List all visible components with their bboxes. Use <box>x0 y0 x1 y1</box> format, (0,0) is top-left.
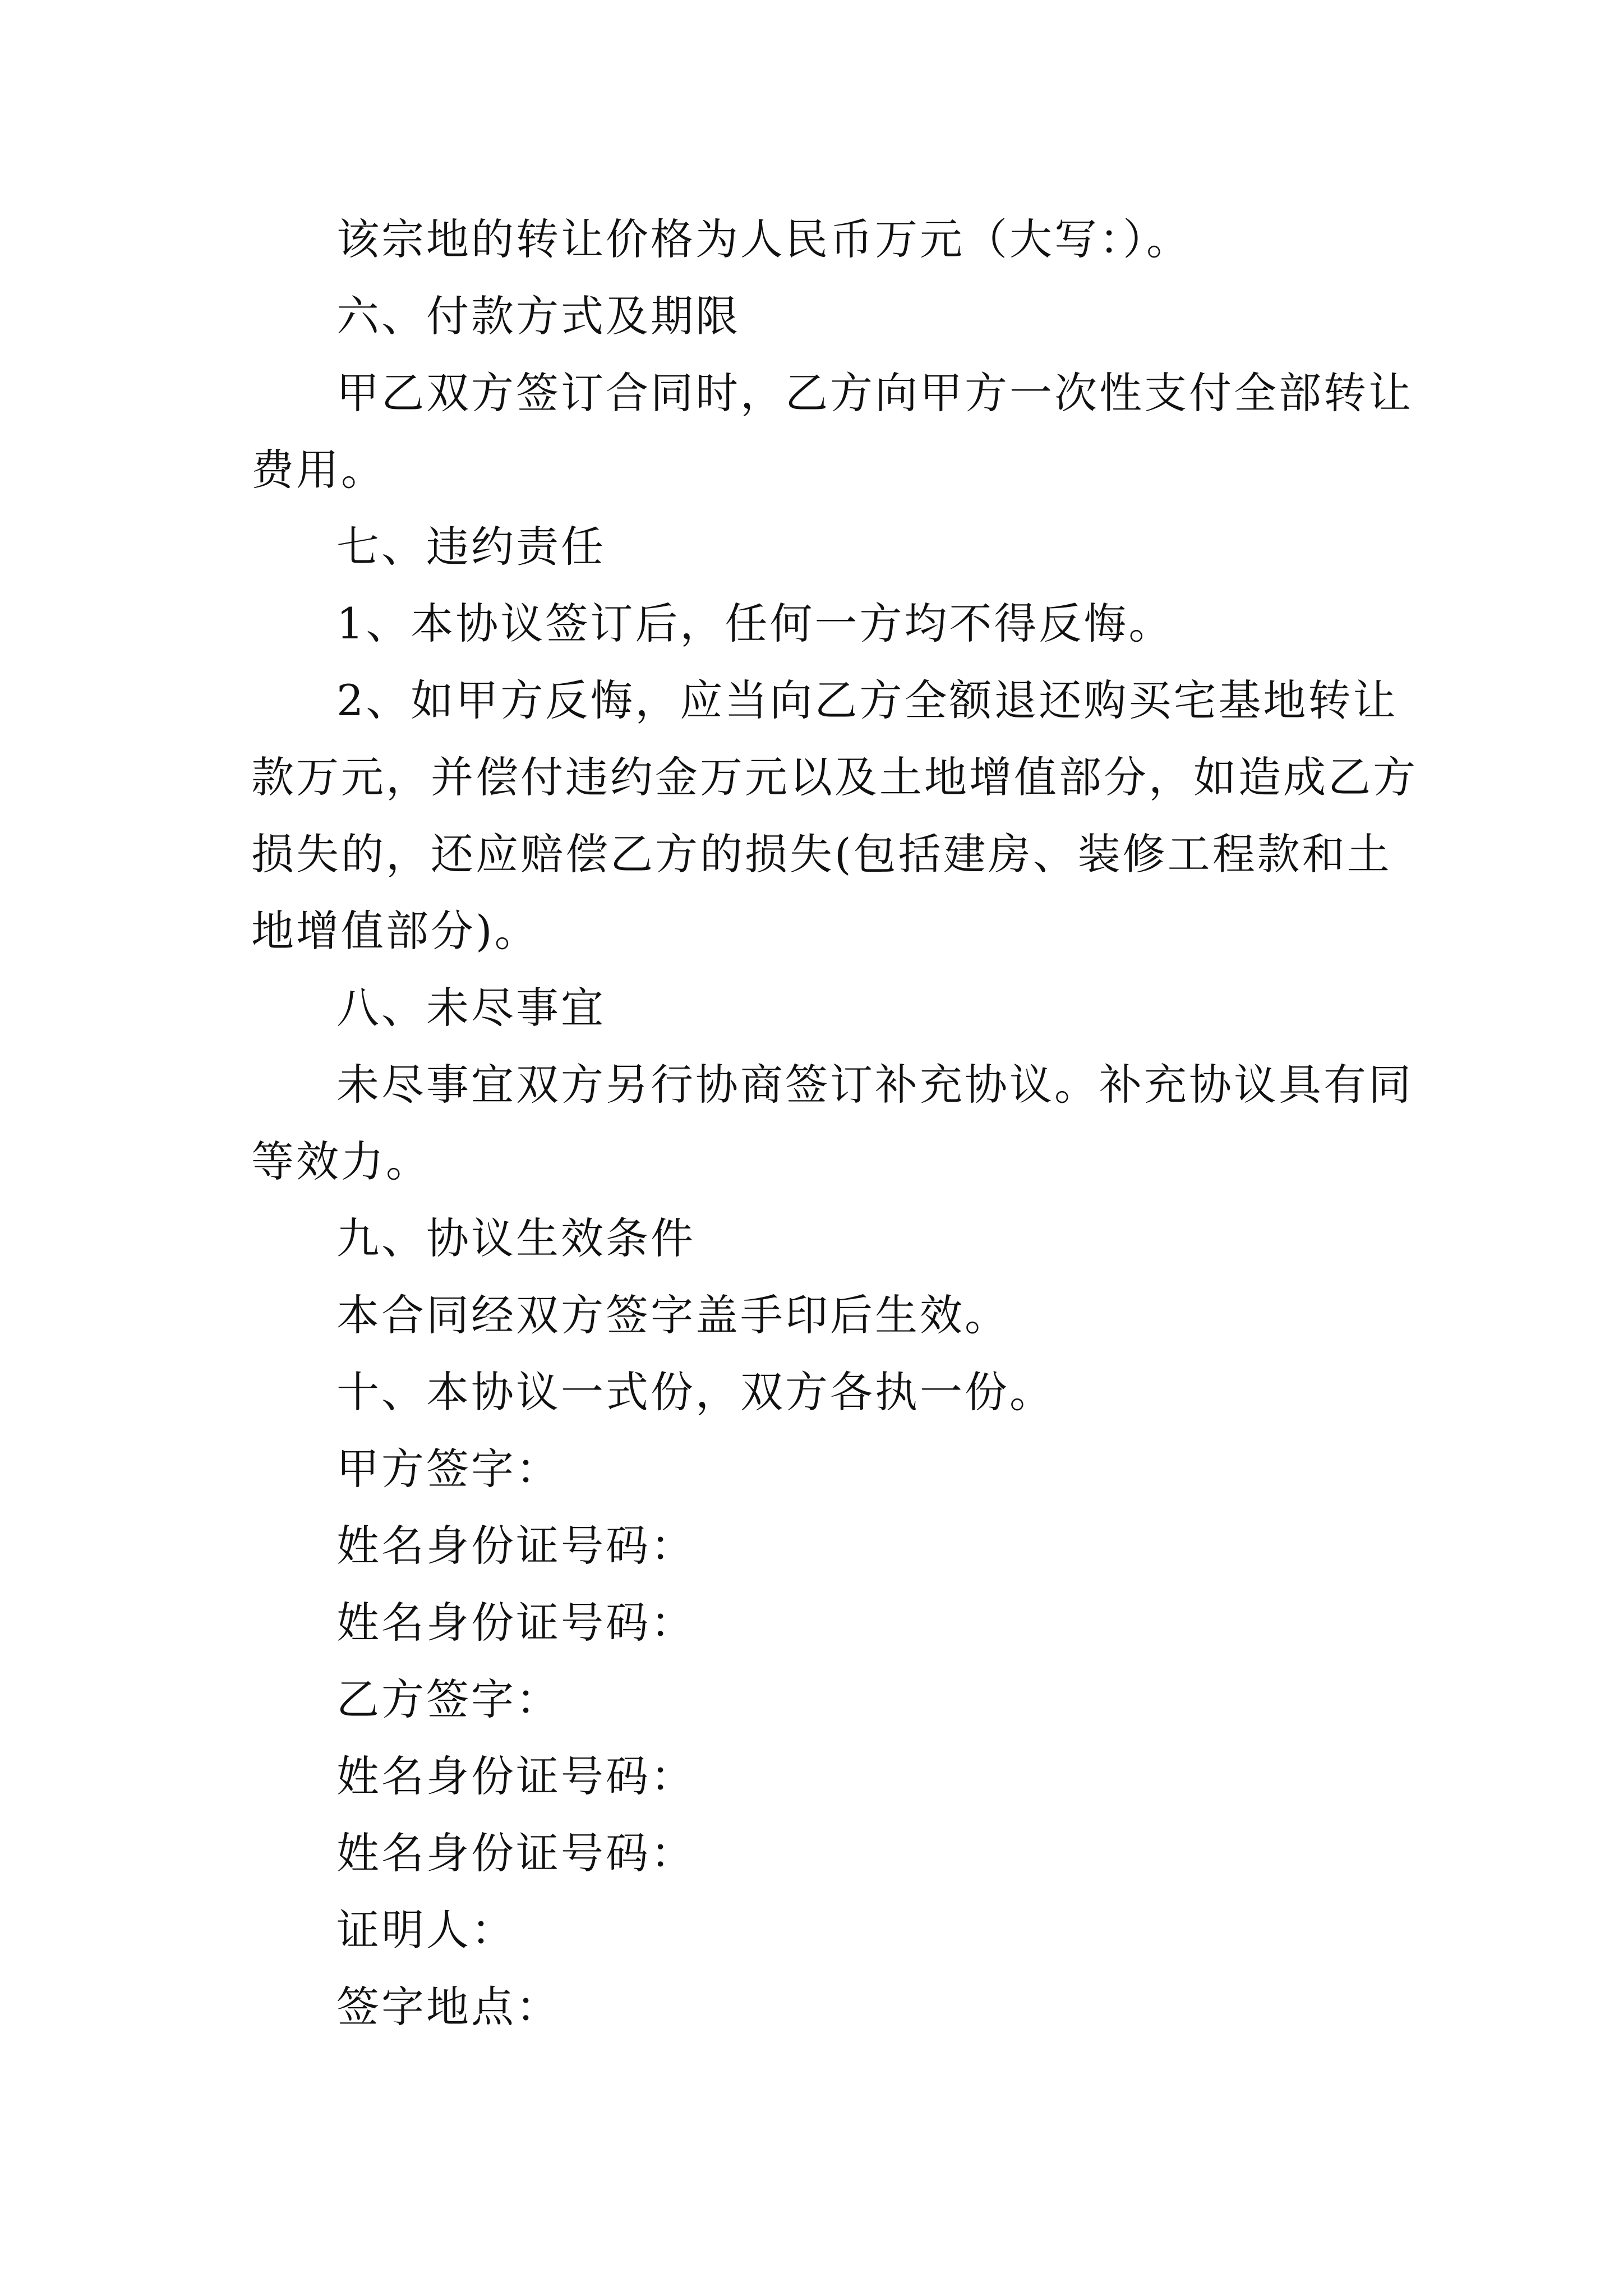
paragraph-payment-line-2: 费用。 <box>251 445 386 495</box>
party-a-id-line-1: 姓名身份证号码： <box>336 1521 695 1571</box>
paragraph-supplementary-line-2: 等效力。 <box>251 1137 431 1186</box>
heading-payment-terms: 六、付款方式及期限 <box>336 291 740 341</box>
clause-2-line-4: 地增值部分)。 <box>251 906 540 956</box>
clause-2-line-3: 损失的，还应赔偿乙方的损失(包括建房、装修工程款和土 <box>251 829 1392 879</box>
clause-1-no-regret: 1、本协议签订后，任何一方均不得反悔。 <box>336 599 1174 648</box>
witness-label: 证明人： <box>336 1905 516 1955</box>
paragraph-effective: 本合同经双方签字盖手印后生效。 <box>336 1290 1009 1340</box>
clause-2-line-2: 款万元，并偿付违约金万元以及土地增值部分，如造成乙方 <box>251 752 1418 802</box>
clause-2-line-1: 2、如甲方反悔，应当向乙方全额退还购买宅基地转让 <box>336 675 1398 725</box>
party-a-id-line-2: 姓名身份证号码： <box>336 1598 695 1648</box>
paragraph-supplementary-line-1: 未尽事宜双方另行协商签订补充协议。补充协议具有同 <box>336 1060 1413 1110</box>
signing-location-label: 签字地点： <box>336 1982 561 2032</box>
party-a-signature-label: 甲方签字： <box>336 1444 561 1494</box>
heading-effective-conditions: 九、协议生效条件 <box>336 1213 695 1263</box>
paragraph-transfer-price: 该宗地的转让价格为人民币万元（大写：）。 <box>336 214 1191 264</box>
party-b-signature-label: 乙方签字： <box>336 1674 561 1724</box>
party-b-id-line-1: 姓名身份证号码： <box>336 1751 695 1801</box>
party-b-id-line-2: 姓名身份证号码： <box>336 1828 695 1878</box>
clause-copies: 十、本协议一式份，双方各执一份。 <box>336 1367 1054 1417</box>
heading-breach-liability: 七、违约责任 <box>336 522 606 572</box>
document-body <box>251 201 1418 2045</box>
heading-unfinished-matters: 八、未尽事宜 <box>336 983 606 1033</box>
paragraph-payment-line-1: 甲乙双方签订合同时，乙方向甲方一次性支付全部转让 <box>336 368 1413 418</box>
